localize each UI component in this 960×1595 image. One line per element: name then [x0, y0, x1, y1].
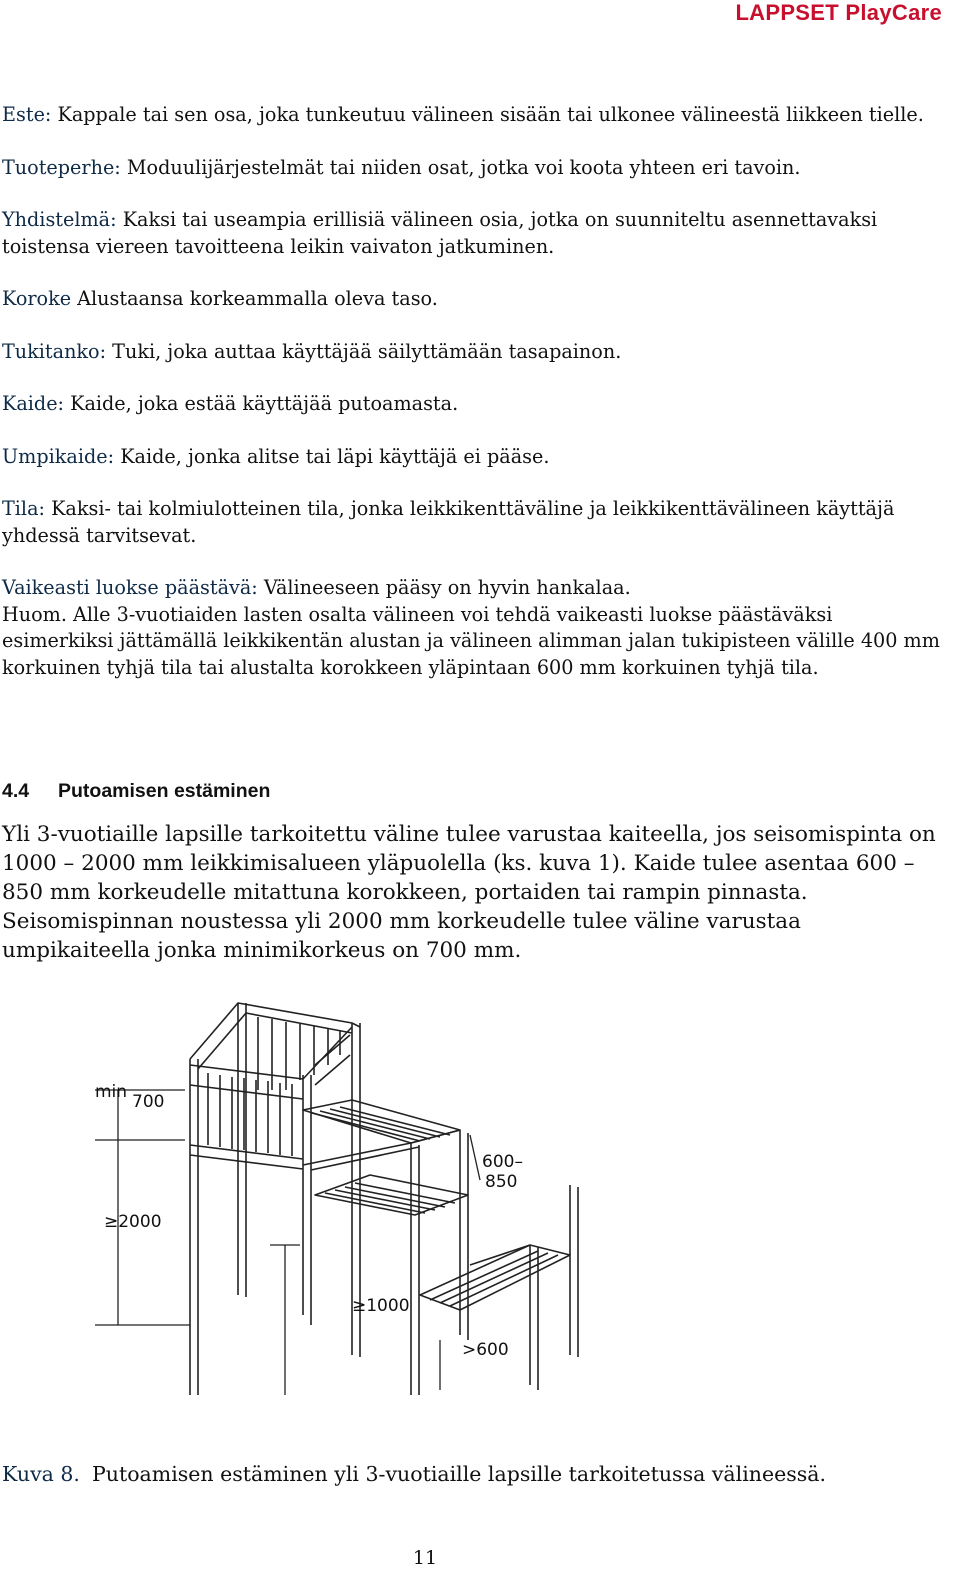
definition-tila [2, 496, 942, 549]
brand-playcare: PlayCare [845, 0, 942, 25]
term: Yhdistelmä: [2, 208, 117, 231]
brand-logo [735, 0, 942, 26]
term: Este: [2, 103, 52, 126]
term: Tila: [2, 497, 45, 520]
definition-este [2, 102, 942, 129]
definition-umpikaide [2, 444, 942, 471]
definition-tukitanko [2, 339, 942, 366]
term: Umpikaide: [2, 444, 115, 468]
section-number: 4.4 [2, 780, 30, 802]
definition-tuoteperhe [2, 155, 942, 182]
dim-600-label: 600– [482, 1152, 523, 1172]
upper-guard-rail [190, 1003, 360, 1169]
definition-text: Tuki, joka auttaa käyttäjää säilyttämään tasapainon. [106, 339, 622, 363]
playground-diagram [90, 995, 600, 1395]
term: Tukitanko: [2, 339, 107, 363]
definition-text: Kappale tai sen osa, joka tunkeutuu välineen sisään tai ulkonee välineestä liikkeen tielle. [51, 103, 924, 126]
term: Tuoteperhe: [2, 155, 121, 179]
definition-yhdistelma [2, 207, 942, 260]
caption-text: Putoamisen estäminen yli 3-vuotiaille lapsille tarkoitetussa välineessä. [91, 1462, 826, 1486]
definition-kaide [2, 391, 942, 418]
term: Vaikeasti luokse päästävä: [2, 576, 258, 599]
term: Kaide: [2, 392, 65, 415]
definitions-list [2, 102, 942, 681]
definition-text: Moduulijärjestelmät tai niiden osat, jotka voi koota yhteen eri tavoin. [120, 155, 801, 179]
figure-caption [2, 1462, 826, 1486]
section-title: Putoamisen estäminen [58, 780, 271, 802]
page-number: 11 [412, 1547, 438, 1569]
dim-2000-label: ≥2000 [104, 1212, 162, 1232]
term: Koroke [2, 287, 72, 310]
middle-tower [303, 1130, 468, 1395]
dim-1000-label: ≥1000 [352, 1296, 410, 1316]
definition-koroke [2, 286, 942, 313]
dim-850-label: 850 [485, 1172, 518, 1192]
definition-vaikeasti [2, 575, 942, 602]
definition-text: Välineeseen pääsy on hyvin hankalaa. [257, 576, 631, 599]
definition-text: Kaksi- tai kolmiulotteinen tila, jonka leikkikenttäväline ja leikkikenttävälineen käyttäjä yhdessä tarvitsevat. [2, 497, 895, 547]
dim-min-label: min [95, 1082, 128, 1102]
section-heading [2, 780, 270, 803]
dimension-lines [95, 1090, 480, 1395]
note-paragraph: Huom. Alle 3-vuotiaiden lasten osalta välineen voi tehdä vaikeasti luokse päästäväksi esimerkiksi jättämällä leikkikentän alustan ja välineen alimman jalan tukipisteen välille 400 mm korkuinen tyhjä tila tai alustalta korokkeen yläpintaan 600 mm korkuinen tyhjä tila. [2, 602, 940, 679]
caption-label: Kuva 8. [2, 1462, 80, 1486]
definition-text: Alustaansa korkeammalla oleva taso. [71, 287, 438, 310]
definition-text: Kaide, jonka alitse tai läpi käyttäjä ei pääse. [114, 444, 550, 468]
dim-700-label: 700 [132, 1092, 165, 1112]
dim-gt600-label: >600 [462, 1340, 509, 1360]
body-paragraph: Yli 3-vuotiaille lapsille tarkoitettu väline tulee varustaa kaiteella, jos seisomispinta on 1000 – 2000 mm leikkimisalueen yläpuolella (ks. kuva 1). Kaide tulee asentaa 600 – 850 mm korkeudelle mitattuna korokkeen, portaiden tai rampin pinnasta. Seisomispinnan noustessa yli 2000 mm korkeudelle tulee väline varustaa umpikaiteella jonka minimikorkeus on 700 mm. [2, 822, 936, 963]
definition-text: Kaksi tai useampia erillisiä välineen osia, jotka on suunniteltu asennettavaksi toistensa viereen tavoitteena leikin vaivaton jatkuminen. [2, 208, 878, 258]
definition-text: Kaide, joka estää käyttäjää putoamasta. [64, 392, 459, 415]
brand-lappset: LAPPSET [735, 0, 839, 25]
